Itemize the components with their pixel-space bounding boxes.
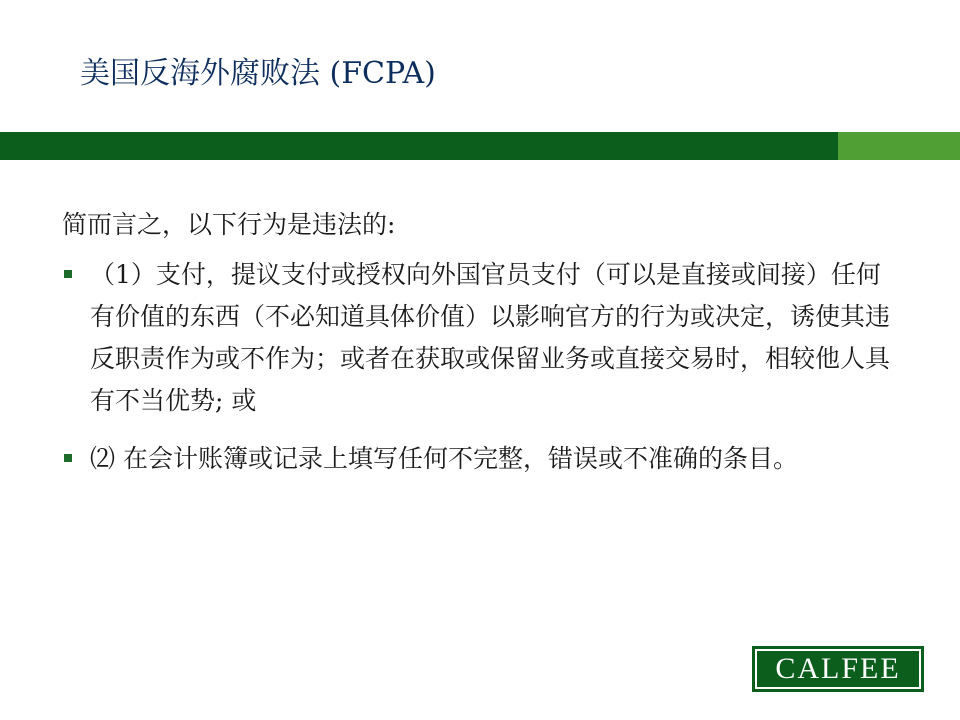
square-bullet-icon bbox=[64, 270, 72, 278]
bullet-item-2 bbox=[62, 438, 902, 480]
header-band-dark bbox=[0, 132, 838, 160]
calfee-logo bbox=[752, 646, 924, 692]
slide-body bbox=[62, 204, 902, 496]
square-bullet-icon bbox=[64, 454, 72, 462]
bullet-text-2: ⑵ 在会计账簿或记录上填写任何不完整，错误或不准确的条目。 bbox=[90, 444, 798, 473]
intro-text: 简而言之，以下行为是违法的: bbox=[62, 210, 396, 239]
bullet-item-1 bbox=[62, 254, 902, 422]
slide-title: 美国反海外腐败法 (FCPA) bbox=[80, 56, 436, 91]
bullet-text-1: （1）支付，提议支付或授权向外国官员支付（可以是直接或间接）任何有价值的东西（不必知道具体价值）以影响官方的行为或决定，诱使其违反职责作为或不作为；或者在获取或保留业务或直接交易时，相较他人具有不当优势; 或 bbox=[90, 260, 891, 415]
header-band-light bbox=[838, 132, 960, 160]
calfee-logo-text: CALFEE bbox=[755, 649, 921, 689]
